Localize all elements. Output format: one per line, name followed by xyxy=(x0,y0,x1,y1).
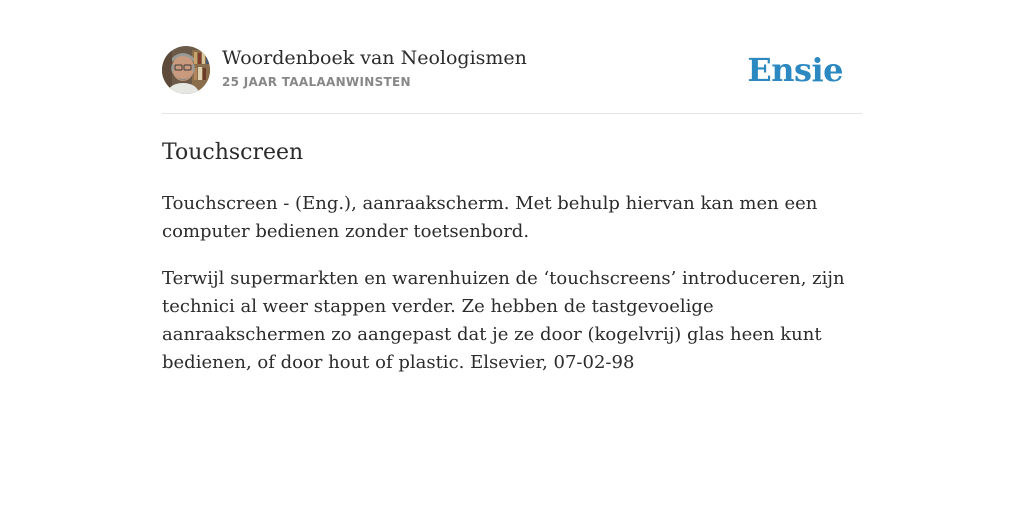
source-header xyxy=(162,46,862,114)
entry-definition: Touchscreen - (Eng.), aanraakscherm. Met behulp hiervan kan men een computer bedienen zonder toetsenbord. xyxy=(162,193,818,242)
source-subtitle: 25 JAAR TAALAANWINSTEN xyxy=(222,75,411,89)
author-avatar[interactable] xyxy=(162,46,210,94)
entry-title: Touchscreen xyxy=(162,140,304,165)
source-name[interactable]: Woordenboek van Neologismen xyxy=(222,47,527,69)
avatar-portrait-icon xyxy=(162,46,210,94)
entry-card xyxy=(162,46,862,377)
ensie-logo-link[interactable]: Ensie xyxy=(747,51,843,89)
entry-example: Terwijl supermarkten en warenhuizen de ‘touchscreens’ introduceren, zijn technici al weer stappen verder. Ze hebben de tastgevoelige aanraakschermen zo aangepast dat je ze door (kogelvrij) glas heen kunt bedienen, of door hout of plastic. Elsevier, 07-02-98 xyxy=(162,268,845,373)
